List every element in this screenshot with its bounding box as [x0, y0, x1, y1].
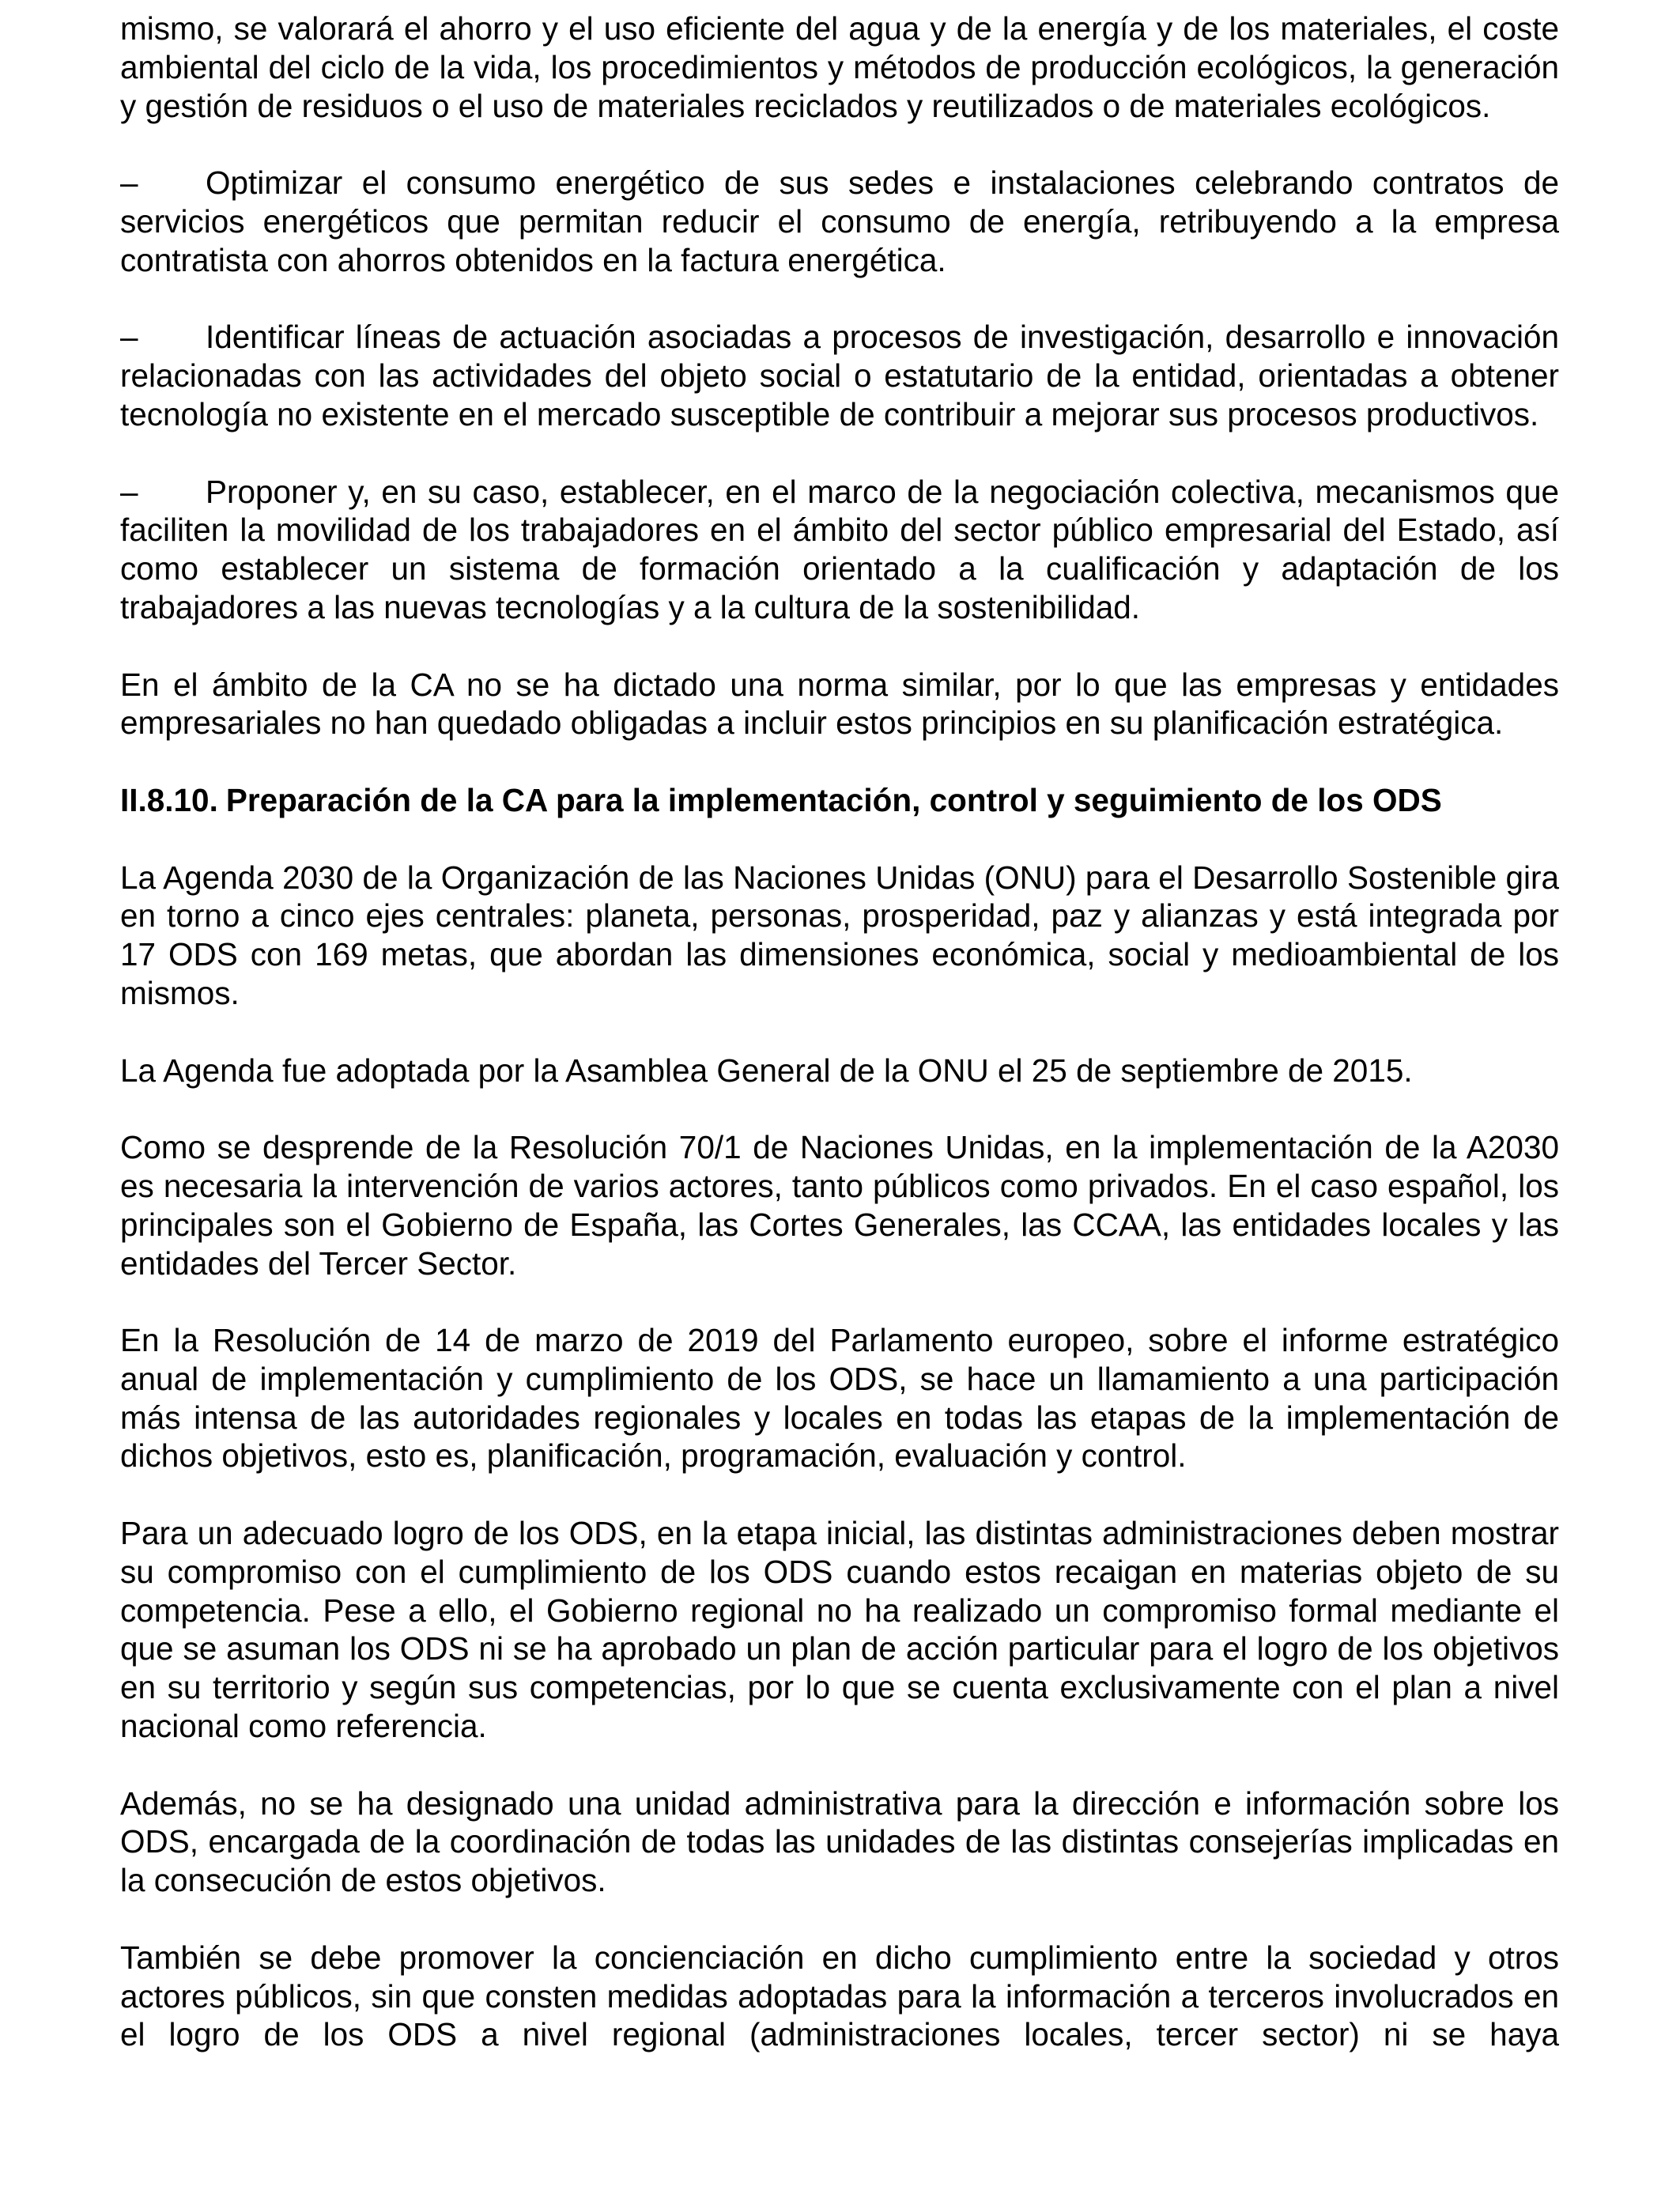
- bullet-text: Identificar líneas de actuación asociadas a procesos de investigación, desarrollo e innovación relacionadas con las actividades del objeto social o estatutario de la entidad, orientadas a obtener tecnología no existente en el mercado susceptible de contribuir a mejorar sus procesos productivos.: [120, 319, 1559, 432]
- bullet-dash: –: [120, 319, 138, 356]
- body-paragraph: Además, no se ha designado una unidad administrativa para la dirección e información sobre los ODS, encargada de la coordinación de todas las unidades de las distintas consejerías implicadas en la consecución de estos objetivos.: [120, 1784, 1559, 1899]
- section-title: Preparación de la CA para la implementación, control y seguimiento de los ODS: [225, 781, 1442, 818]
- body-paragraph: En la Resolución de 14 de marzo de 2019 del Parlamento europeo, sobre el informe estratégico anual de implementación y cumplimiento de los ODS, se hace un llamamiento a una participación más intensa de las autoridades regionales y locales en todas las etapas de la implementación de dichos objetivos, esto es, planificación, programación, evaluación y control.: [120, 1322, 1559, 1475]
- body-paragraph: Para un adecuado logro de los ODS, en la etapa inicial, las distintas administraciones deben mostrar su compromiso con el cumplimiento de los ODS cuando estos recaigan en materias objeto de su competencia. Pese a ello, el Gobierno regional no ha realizado un compromiso formal mediante el que se asuman los ODS ni se ha aprobado un plan de acción particular para el logro de los objetivos en su territorio y según sus competencias, por lo que se cuenta exclusivamente con el plan a nivel nacional como referencia.: [120, 1515, 1559, 1745]
- bullet-item: [120, 164, 1559, 279]
- bullet-dash: –: [120, 473, 138, 510]
- document-page: [120, 9, 1559, 2093]
- body-paragraph: La Agenda fue adoptada por la Asamblea General de la ONU el 25 de septiembre de 2015.: [120, 1052, 1413, 1089]
- body-paragraph: Como se desprende de la Resolución 70/1 de Naciones Unidas, en la implementación de la A2030 es necesaria la intervención de varios actores, tanto públicos como privados. En el caso español, los principales son el Gobierno de España, las Cortes Generales, las CCAA, las entidades locales y las entidades del Tercer Sector.: [120, 1129, 1559, 1282]
- bullet-item: [120, 473, 1559, 627]
- bullet-text: Proponer y, en su caso, establecer, en el marco de la negociación colectiva, mecanismos que faciliten la movilidad de los trabajadores en el ámbito del sector público empresarial del Estado, así como establecer un sistema de formación orientado a la cualificación y adaptación de los trabajadores a las nuevas tecnologías y a la cultura de la sostenibilidad.: [120, 473, 1559, 625]
- bullet-dash: –: [120, 164, 138, 202]
- body-paragraph-continued: También se debe promover la concienciación en dicho cumplimiento entre la sociedad y otros actores públicos, sin que consten medidas adoptadas para la información a terceros involucrados en el logro de los ODS a nivel regional (administraciones locales, tercer sector) ni se haya: [120, 1939, 1559, 2053]
- bullet-text: Optimizar el consumo energético de sus sedes e instalaciones celebrando contratos de servicios energéticos que permitan reducir el consumo de energía, retribuyendo a la empresa contratista con ahorros obtenidos en la factura energética.: [120, 164, 1559, 278]
- section-number: II.8.10.: [120, 781, 218, 818]
- intro-paragraph: mismo, se valorará el ahorro y el uso eficiente del agua y de la energía y de los materiales, el coste ambiental del ciclo de la vida, los procedimientos y métodos de producción ecológicos, la generación y gestión de residuos o el uso de materiales reciclados y reutilizados o de materiales ecológicos.: [120, 10, 1559, 124]
- section-heading: [120, 781, 1559, 820]
- bullet-item: [120, 318, 1559, 433]
- body-paragraph: La Agenda 2030 de la Organización de las Naciones Unidas (ONU) para el Desarrollo Sostenible gira en torno a cinco ejes centrales: planeta, personas, prosperidad, paz y alianzas y está integrada por 17 ODS con 169 metas, que abordan las dimensiones económica, social y medioambiental de los mismos.: [120, 859, 1559, 1011]
- ca-paragraph: En el ámbito de la CA no se ha dictado una norma similar, por lo que las empresas y entidades empresariales no han quedado obligadas a incluir estos principios en su planificación estratégica.: [120, 666, 1559, 742]
